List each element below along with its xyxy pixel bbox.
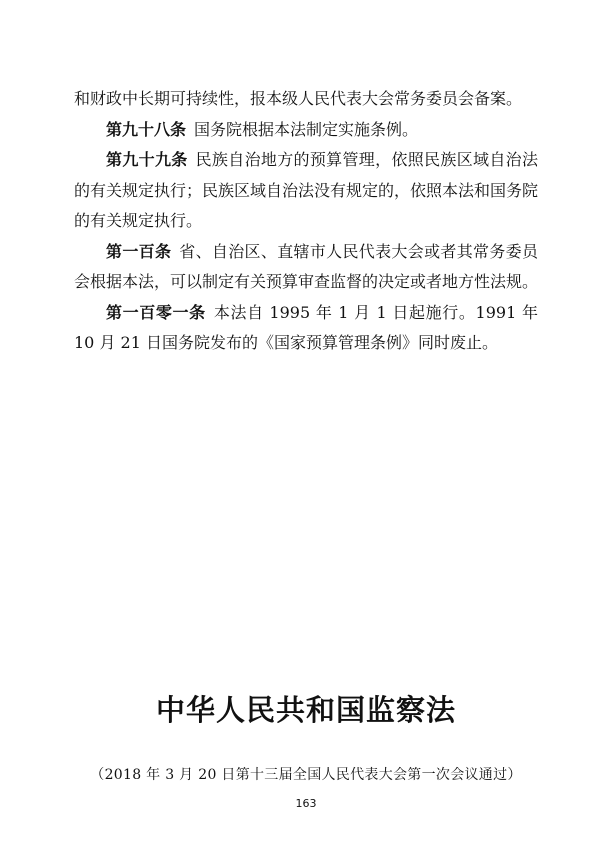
continued-paragraph-text: 和财政中长期可持续性，报本级人民代表大会常务委员会备案。 [74, 89, 523, 108]
article-99-text: 民族自治地方的预算管理，依照民族区域自治法的有关规定执行；民族区域自治法没有规定的，依照本法和国务院的有关规定执行。 [74, 150, 539, 230]
article-98 [74, 115, 538, 146]
article-100 [74, 237, 538, 298]
article-99-label: 第九十九条 [106, 150, 188, 169]
article-98-label: 第九十八条 [106, 119, 187, 139]
article-101-label: 第一百零一条 [106, 302, 206, 322]
law-adoption-note: （2018 年 3 月 20 日第十三届全国人民代表大会第一次会议通过） [90, 767, 522, 783]
article-101-text: 本法自 1995 年 1 月 1 日起施行。1991 年 10 月 21 日国务院发布的《国家预算管理条例》同时废止。 [74, 302, 538, 352]
law-title: 中华人民共和国监察法 [155, 693, 456, 727]
continued-paragraph [74, 84, 538, 115]
page-number: 163 [295, 797, 317, 810]
law-body-text [74, 84, 538, 359]
article-99 [74, 145, 538, 237]
article-98-text: 国务院根据本法制定实施条例。 [194, 119, 419, 139]
article-101 [74, 298, 538, 359]
article-100-label: 第一百条 [106, 241, 172, 261]
article-100-text: 省、自治区、直辖市人民代表大会或者其常务委员会根据本法，可以制定有关预算审查监督的决定或者地方性法规。 [74, 241, 539, 291]
